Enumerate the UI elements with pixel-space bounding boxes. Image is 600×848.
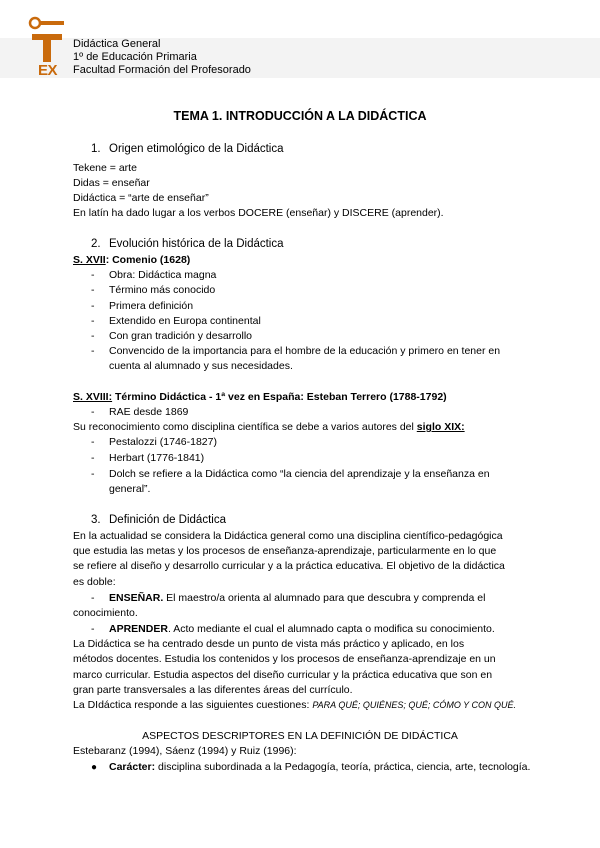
century-18-heading: S. XVIII: Término Didáctica - 1ª vez en España: Esteban Terrero (1788-1792) <box>73 391 447 403</box>
list-dash: - <box>91 345 95 357</box>
author-item-continuation: general”. <box>109 483 151 495</box>
list-item: Convencido de la importancia para el hombre de la educación y primero en tener en <box>109 345 501 357</box>
list-item: Con gran tradición y desarrollo <box>109 330 252 342</box>
list-dash: - <box>91 623 95 635</box>
caracter-item: Carácter: disciplina subordinada a la Pedagogía, teoría, práctica, ciencia, arte, tecnología. <box>109 761 531 773</box>
list-dash: - <box>91 284 95 296</box>
list-dash: - <box>91 300 95 312</box>
list-item: Término más conocido <box>109 284 216 296</box>
list-item: Primera definición <box>109 300 194 312</box>
aspects-heading: ASPECTOS DESCRIPTORES EN LA DEFINICIÓN DE DIDÁCTICA <box>142 730 458 742</box>
aspects-authors: Estebaranz (1994), Sáenz (1994) y Ruiz (1996): <box>73 745 297 757</box>
course-name: Didáctica General <box>73 38 161 50</box>
list-item: Obra: Didáctica magna <box>109 269 217 281</box>
section-3-heading: 3. Definición de Didáctica <box>91 514 226 526</box>
recognition-line: Su reconocimiento como disciplina científica se debe a varios autores del siglo XIX: <box>73 421 465 433</box>
list-item-continuation: cuenta al alumnado y sus necesidades. <box>109 360 293 372</box>
etymology-line-3: Didáctica = “arte de enseñar” <box>73 192 209 204</box>
list-dash: - <box>91 315 95 327</box>
etymology-line-2: Didas = enseñar <box>73 177 150 189</box>
practice-line: métodos docentes. Estudia los contenidos y los procesos de enseñanza-aprendizaje en un <box>73 653 496 665</box>
faculty-name: Facultad Formación del Profesorado <box>73 64 251 76</box>
section-2-heading: 2. Evolución histórica de la Didáctica <box>91 238 284 250</box>
author-item: Herbart (1776-1841) <box>109 452 205 464</box>
definition-line: es doble: <box>73 576 116 588</box>
list-dash: - <box>91 436 95 448</box>
logo-text: EX <box>38 62 58 79</box>
list-dash: - <box>91 452 95 464</box>
page-title: TEMA 1. INTRODUCCIÓN A LA DIDÁCTICA <box>173 109 427 123</box>
ensenar-continuation: conocimiento. <box>73 607 138 619</box>
definition-line: que estudia las metas y los procesos de enseñanza-aprendizaje, particularmente en lo que <box>73 545 497 557</box>
list-dash: - <box>91 592 95 604</box>
ensenar-item: ENSEÑAR. El maestro/a orienta al alumnado para que descubra y comprenda el <box>109 592 486 604</box>
document-header <box>0 0 600 84</box>
definition-line: se refiere al diseño y desarrollo curricular y a la práctica educativa. El objetivo de la didáctica <box>73 560 505 572</box>
list-dash: - <box>91 468 95 480</box>
rae-item: RAE desde 1869 <box>109 406 189 418</box>
practice-line: gran parte transversales a las diferentes áreas del currículo. <box>73 684 353 696</box>
practice-line: marco curricular. Estudia aspectos del diseño curricular y la práctica educativa que son en <box>73 669 493 681</box>
list-dash: - <box>91 269 95 281</box>
header-text <box>73 38 251 77</box>
century-17-heading: S. XVII: Comenio (1628) <box>73 254 191 266</box>
author-item: Pestalozzi (1746-1827) <box>109 436 217 448</box>
author-item: Dolch se refiere a la Didáctica como “la ciencia del aprendizaje y la enseñanza en <box>109 468 490 480</box>
aprender-item: APRENDER. Acto mediante el cual el alumnado capta o modifica su conocimiento. <box>109 623 495 635</box>
etymology-line-4: En latín ha dado lugar a los verbos DOCERE (enseñar) y DISCERE (aprender). <box>73 207 444 219</box>
list-dash: - <box>91 406 95 418</box>
section-1-heading: 1. Origen etimológico de la Didáctica <box>91 143 284 155</box>
etymology-line-1: Tekene = arte <box>73 162 137 174</box>
bullet-icon: ● <box>91 762 98 773</box>
list-dash: - <box>91 330 95 342</box>
degree-name: 1º de Educación Primaria <box>73 51 197 63</box>
practice-line: La Didáctica se ha centrado desde un punto de vista más práctico y aplicado, en los <box>73 638 465 650</box>
list-item: Extendido en Europa continental <box>109 315 261 327</box>
questions-line: La DIdáctica responde a las siguientes cuestiones: PARA QUÉ; QUIÉNES; QUÉ; CÓMO Y CON QUÉ. <box>73 699 517 711</box>
definition-line: En la actualidad se considera la Didáctica general como una disciplina científico-pedagógica <box>73 530 503 542</box>
